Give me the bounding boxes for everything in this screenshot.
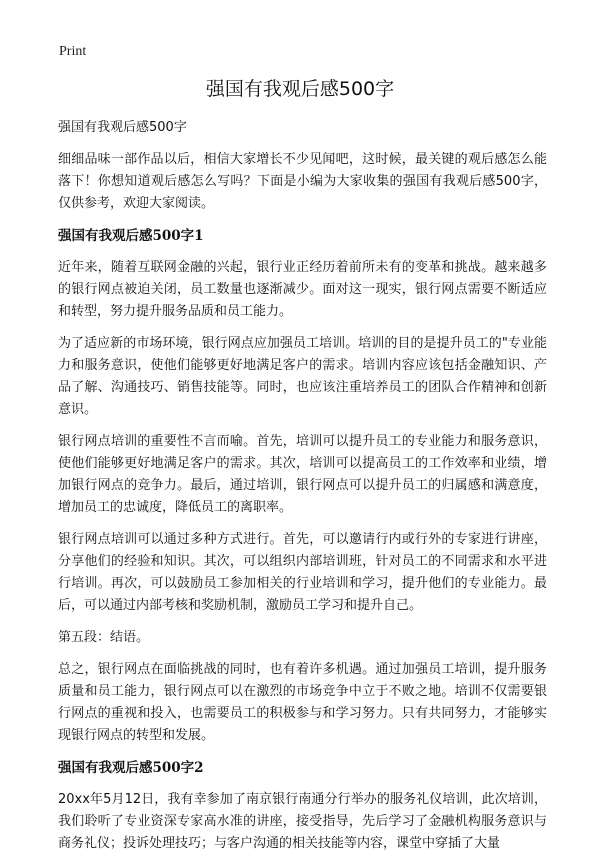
section1-paragraph: 第五段：结语。 <box>58 630 150 645</box>
intro-paragraph: 细细品味一部作品以后，相信大家增长不少见闻吧，这时候，最关键的观后感怎么能落下！你想知道观后感怎么写吗？下面是小编为大家收集的强国有我观后感500字，仅供参考，欢迎大家阅读。 <box>58 152 547 211</box>
document-subtitle: 强国有我观后感500字 <box>58 120 187 135</box>
section1-paragraph: 近年来，随着互联网金融的兴起，银行业正经历着前所未有的变革和挑战。越来越多的银行网点被迫关闭，员工数量也逐渐减少。面对这一现实，银行网点需要不断适应和转型，努力提升服务品质和员工能力。 <box>58 260 547 319</box>
page-title: 强国有我观后感500字 <box>205 78 395 100</box>
print-label[interactable]: Print <box>59 44 87 59</box>
section1-paragraph: 总之，银行网点在面临挑战的同时，也有着许多机遇。通过加强员工培训，提升服务质量和员工能力，银行网点可以在激烈的市场竞争中立于不败之地。培训不仅需要银行网点的重视和投入，也需要员工的积极参与和学习努力。只有共同努力，才能够实现银行网点的转型和发展。 <box>58 662 547 743</box>
section1-paragraph: 银行网点培训的重要性不言而喻。首先，培训可以提升员工的专业能力和服务意识，使他们能够更好地满足客户的需求。其次，培训可以提高员工的工作效率和业绩，增加银行网点的竞争力。最后，通过培训，银行网点可以提升员工的归属感和满意度，增加员工的忠诚度，降低员工的离职率。 <box>58 434 547 515</box>
section-heading-1: 强国有我观后感500字1 <box>58 228 204 244</box>
section-heading-2: 强国有我观后感500字2 <box>58 760 204 776</box>
section1-paragraph: 银行网点培训可以通过多种方式进行。首先，可以邀请行内或行外的专家进行讲座，分享他们的经验和知识。其次，可以组织内部培训班，针对员工的不同需求和水平进行培训。再次，可以鼓励员工参加相关的行业培训和学习，提升他们的专业能力。最后，可以通过内部考核和奖励机制，激励员工学习和提升自己。 <box>58 532 547 613</box>
document-body <box>58 117 547 865</box>
section2-paragraph: 20xx年5月12日，我有幸参加了南京银行南通分行举办的服务礼仪培训，此次培训，我们聆听了专业资深专家高水准的讲座，接受指导，先后学习了金融机构服务意识与商务礼仪；投诉处理技巧；与客户沟通的相关技能等内容，课堂中穿插了大量 <box>58 792 547 851</box>
section1-paragraph: 为了适应新的市场环境，银行网点应加强员工培训。培训的目的是提升员工的"专业能力和服务意识，使他们能够更好地满足客户的需求。培训内容应该包括金融知识、产品了解、沟通技巧、销售技能等。同时，也应该注重培养员工的团队合作精神和创新意识。 <box>58 336 547 417</box>
